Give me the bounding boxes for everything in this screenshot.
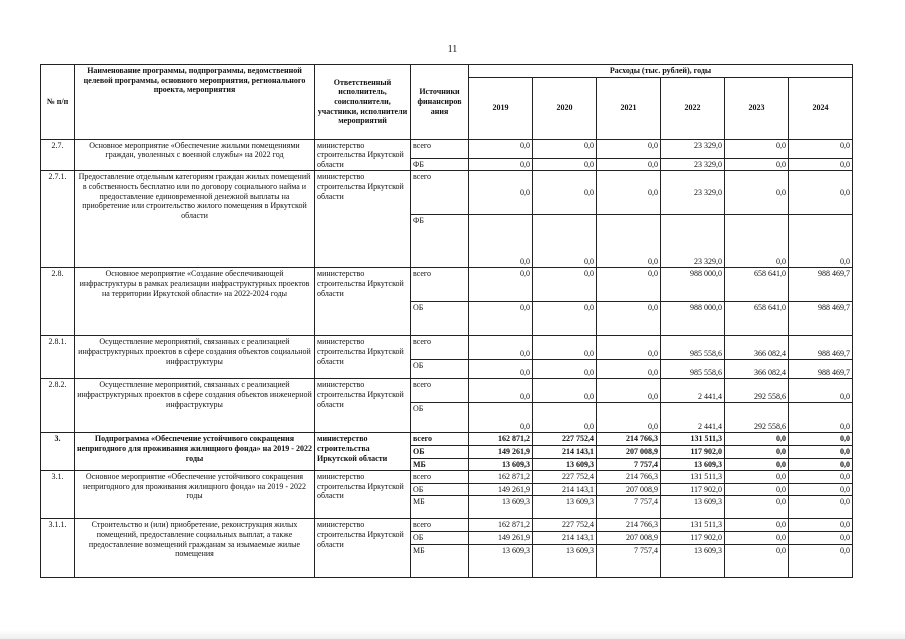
value-cell: 0,0 [469, 379, 533, 403]
row-executor: министерство строительства Иркутской области [315, 519, 411, 577]
value-cell: 162 871,2 [469, 519, 533, 532]
value-cell: 0,0 [725, 483, 789, 496]
value-cell: 0,0 [725, 471, 789, 484]
value-cell: 366 082,4 [725, 336, 789, 360]
row-name: Предоставление отдельным категориям граждан жилых помещений в собственность бесплатно или по договору социального найма и предоставление единовременной денежной выплаты на приобретение или строительство жилого помещения в Иркутской области [75, 171, 315, 268]
header-executor: Ответственный исполнитель, соисполнители, участники, исполнители мероприятий [315, 65, 411, 140]
value-cell: 0,0 [725, 531, 789, 544]
value-cell: 23 329,0 [661, 158, 725, 171]
value-cell: 7 757,4 [597, 544, 661, 577]
value-cell: 0,0 [469, 158, 533, 171]
value-cell: 0,0 [789, 215, 853, 268]
row-source: всего [411, 433, 469, 446]
value-cell: 23 329,0 [661, 215, 725, 268]
value-cell: 0,0 [469, 403, 533, 433]
value-cell: 0,0 [789, 433, 853, 446]
table-row [41, 471, 853, 484]
budget-table [40, 64, 853, 578]
value-cell: 0,0 [597, 158, 661, 171]
value-cell: 149 261,9 [469, 445, 533, 458]
value-cell: 0,0 [597, 403, 661, 433]
value-cell: 0,0 [725, 458, 789, 471]
value-cell: 23 329,0 [661, 139, 725, 158]
row-source: всего [411, 379, 469, 403]
value-cell: 0,0 [725, 215, 789, 268]
value-cell: 0,0 [533, 158, 597, 171]
value-cell: 0,0 [533, 215, 597, 268]
header-number: № п/п [41, 65, 75, 140]
row-source: ОБ [411, 445, 469, 458]
value-cell: 988 469,7 [789, 336, 853, 360]
value-cell: 0,0 [469, 171, 533, 215]
value-cell: 658 641,0 [725, 302, 789, 336]
value-cell: 0,0 [597, 215, 661, 268]
value-cell: 13 609,3 [533, 458, 597, 471]
value-cell: 207 008,9 [597, 531, 661, 544]
table-row [41, 336, 853, 360]
value-cell: 0,0 [789, 158, 853, 171]
row-number: 2.8.2. [41, 379, 75, 433]
header-year: 2022 [661, 77, 725, 139]
value-cell: 292 558,6 [725, 403, 789, 433]
value-cell: 0,0 [789, 458, 853, 471]
value-cell: 13 609,3 [661, 544, 725, 577]
value-cell: 0,0 [789, 445, 853, 458]
value-cell: 0,0 [789, 471, 853, 484]
table-row [41, 379, 853, 403]
value-cell: 214 143,1 [533, 445, 597, 458]
row-source: МБ [411, 544, 469, 577]
row-source: ФБ [411, 158, 469, 171]
table-row [41, 268, 853, 302]
value-cell: 2 441,4 [661, 379, 725, 403]
value-cell: 0,0 [725, 171, 789, 215]
value-cell: 214 143,1 [533, 483, 597, 496]
row-source: ОБ [411, 302, 469, 336]
value-cell: 988 469,7 [789, 360, 853, 379]
value-cell: 117 902,0 [661, 483, 725, 496]
value-cell: 0,0 [725, 445, 789, 458]
value-cell: 7 757,4 [597, 458, 661, 471]
value-cell: 366 082,4 [725, 360, 789, 379]
row-name: Осуществление мероприятий, связанных с реализацией инфраструктурных проектов в сфере создания объектов социальной инфраструктуры [75, 336, 315, 379]
value-cell: 0,0 [725, 139, 789, 158]
value-cell: 214 766,3 [597, 519, 661, 532]
row-number: 2.7.1. [41, 171, 75, 268]
row-source: всего [411, 171, 469, 215]
header-name: Наименование программы, подпрограммы, ведомственной целевой программы, основного мероприятия, регионального проекта, мероприятия [75, 65, 315, 140]
value-cell: 2 441,4 [661, 403, 725, 433]
row-name: Основное мероприятие «Обеспечение устойчивого сокращения непригодного для проживания жилищного фонда» на 2019 - 2022 годы [75, 471, 315, 519]
value-cell: 0,0 [597, 171, 661, 215]
table-body [41, 139, 853, 577]
value-cell: 207 008,9 [597, 445, 661, 458]
value-cell: 117 902,0 [661, 531, 725, 544]
value-cell: 0,0 [789, 519, 853, 532]
value-cell: 0,0 [533, 171, 597, 215]
value-cell: 0,0 [789, 483, 853, 496]
value-cell: 0,0 [789, 496, 853, 519]
value-cell: 0,0 [789, 531, 853, 544]
value-cell: 0,0 [597, 336, 661, 360]
value-cell: 0,0 [725, 158, 789, 171]
value-cell: 162 871,2 [469, 471, 533, 484]
value-cell: 117 902,0 [661, 445, 725, 458]
value-cell: 988 000,0 [661, 302, 725, 336]
value-cell: 988 469,7 [789, 302, 853, 336]
value-cell: 13 609,3 [533, 496, 597, 519]
value-cell: 149 261,9 [469, 531, 533, 544]
row-executor: министерство строительства Иркутской области [315, 139, 411, 171]
row-number: 2.8. [41, 268, 75, 336]
value-cell: 0,0 [533, 336, 597, 360]
value-cell: 0,0 [469, 360, 533, 379]
value-cell: 0,0 [469, 268, 533, 302]
row-name: Подпрограмма «Обеспечение устойчивого сокращения непригодного для проживания жилищного фонда» на 2019 - 2022 годы [75, 433, 315, 471]
table-row [41, 139, 853, 158]
row-source: ОБ [411, 403, 469, 433]
value-cell: 0,0 [533, 360, 597, 379]
header-expenses: Расходы (тыс. рублей), годы [469, 65, 853, 78]
value-cell: 988 469,7 [789, 268, 853, 302]
value-cell: 131 511,3 [661, 433, 725, 446]
row-number: 3. [41, 433, 75, 471]
value-cell: 0,0 [725, 433, 789, 446]
header-year: 2019 [469, 77, 533, 139]
row-number: 3.1. [41, 471, 75, 519]
value-cell: 0,0 [725, 544, 789, 577]
table-row [41, 171, 853, 215]
value-cell: 7 757,4 [597, 496, 661, 519]
value-cell: 0,0 [597, 379, 661, 403]
row-source: ОБ [411, 531, 469, 544]
value-cell: 0,0 [789, 403, 853, 433]
value-cell: 214 766,3 [597, 433, 661, 446]
value-cell: 13 609,3 [533, 544, 597, 577]
value-cell: 214 143,1 [533, 531, 597, 544]
value-cell: 0,0 [597, 139, 661, 158]
value-cell: 149 261,9 [469, 483, 533, 496]
row-executor: министерство строительства Иркутской области [315, 379, 411, 433]
value-cell: 985 558,6 [661, 336, 725, 360]
value-cell: 0,0 [725, 496, 789, 519]
value-cell: 292 558,6 [725, 379, 789, 403]
row-source: всего [411, 139, 469, 158]
value-cell: 0,0 [533, 302, 597, 336]
value-cell: 13 609,3 [469, 544, 533, 577]
value-cell: 0,0 [597, 360, 661, 379]
value-cell: 0,0 [725, 519, 789, 532]
value-cell: 0,0 [469, 139, 533, 158]
row-number: 2.8.1. [41, 336, 75, 379]
value-cell: 227 752,4 [533, 519, 597, 532]
row-source: МБ [411, 458, 469, 471]
header-year: 2020 [533, 77, 597, 139]
value-cell: 0,0 [789, 139, 853, 158]
page-number: 11 [447, 44, 458, 55]
value-cell: 0,0 [789, 171, 853, 215]
value-cell: 0,0 [789, 544, 853, 577]
value-cell: 162 871,2 [469, 433, 533, 446]
table-row [41, 519, 853, 532]
value-cell: 13 609,3 [661, 496, 725, 519]
value-cell: 13 609,3 [469, 496, 533, 519]
value-cell: 0,0 [533, 403, 597, 433]
row-executor: министерство строительства Иркутской области [315, 433, 411, 471]
row-source: всего [411, 519, 469, 532]
value-cell: 13 609,3 [661, 458, 725, 471]
value-cell: 0,0 [597, 268, 661, 302]
value-cell: 0,0 [533, 379, 597, 403]
row-source: всего [411, 336, 469, 360]
value-cell: 227 752,4 [533, 471, 597, 484]
header-year: 2021 [597, 77, 661, 139]
row-source: ОБ [411, 360, 469, 379]
row-executor: министерство строительства Иркутской области [315, 471, 411, 519]
row-executor: министерство строительства Иркутской области [315, 171, 411, 268]
row-name: Осуществление мероприятий, связанных с реализацией инфраструктурных проектов в сфере создания объектов инженерной инфраструктуры [75, 379, 315, 433]
value-cell: 988 000,0 [661, 268, 725, 302]
header-year: 2024 [789, 77, 853, 139]
scan-edge [0, 630, 905, 639]
row-source: МБ [411, 496, 469, 519]
value-cell: 227 752,4 [533, 433, 597, 446]
value-cell: 0,0 [469, 215, 533, 268]
value-cell: 131 511,3 [661, 471, 725, 484]
value-cell: 0,0 [789, 379, 853, 403]
row-executor: министерство строительства Иркутской области [315, 336, 411, 379]
header-source: Источники финансиров ания [411, 65, 469, 140]
value-cell: 207 008,9 [597, 483, 661, 496]
value-cell: 23 329,0 [661, 171, 725, 215]
value-cell: 0,0 [469, 336, 533, 360]
row-executor: министерство строительства Иркутской области [315, 268, 411, 336]
row-source: ФБ [411, 215, 469, 268]
value-cell: 985 558,6 [661, 360, 725, 379]
table-row [41, 433, 853, 446]
value-cell: 0,0 [533, 268, 597, 302]
row-source: всего [411, 268, 469, 302]
row-name: Основное мероприятие «Обеспечение жилыми помещениями граждан, уволенных с военной службы» на 2022 год [75, 139, 315, 171]
row-number: 3.1.1. [41, 519, 75, 577]
value-cell: 0,0 [533, 139, 597, 158]
row-source: ОБ [411, 483, 469, 496]
row-name: Основное мероприятие «Создание обеспечивающей инфраструктуры в рамках реализации инфраструктурных проектов на территории Иркутской области» на 2022-2024 годы [75, 268, 315, 336]
value-cell: 214 766,3 [597, 471, 661, 484]
header-year: 2023 [725, 77, 789, 139]
row-source: всего [411, 471, 469, 484]
value-cell: 658 641,0 [725, 268, 789, 302]
value-cell: 13 609,3 [469, 458, 533, 471]
value-cell: 131 511,3 [661, 519, 725, 532]
row-number: 2.7. [41, 139, 75, 171]
value-cell: 0,0 [469, 302, 533, 336]
row-name: Строительство и (или) приобретение, реконструкция жилых помещений, предоставление социальных выплат, а также предоставление возмещений гражданам за изымаемые жилые помещения [75, 519, 315, 577]
value-cell: 0,0 [597, 302, 661, 336]
